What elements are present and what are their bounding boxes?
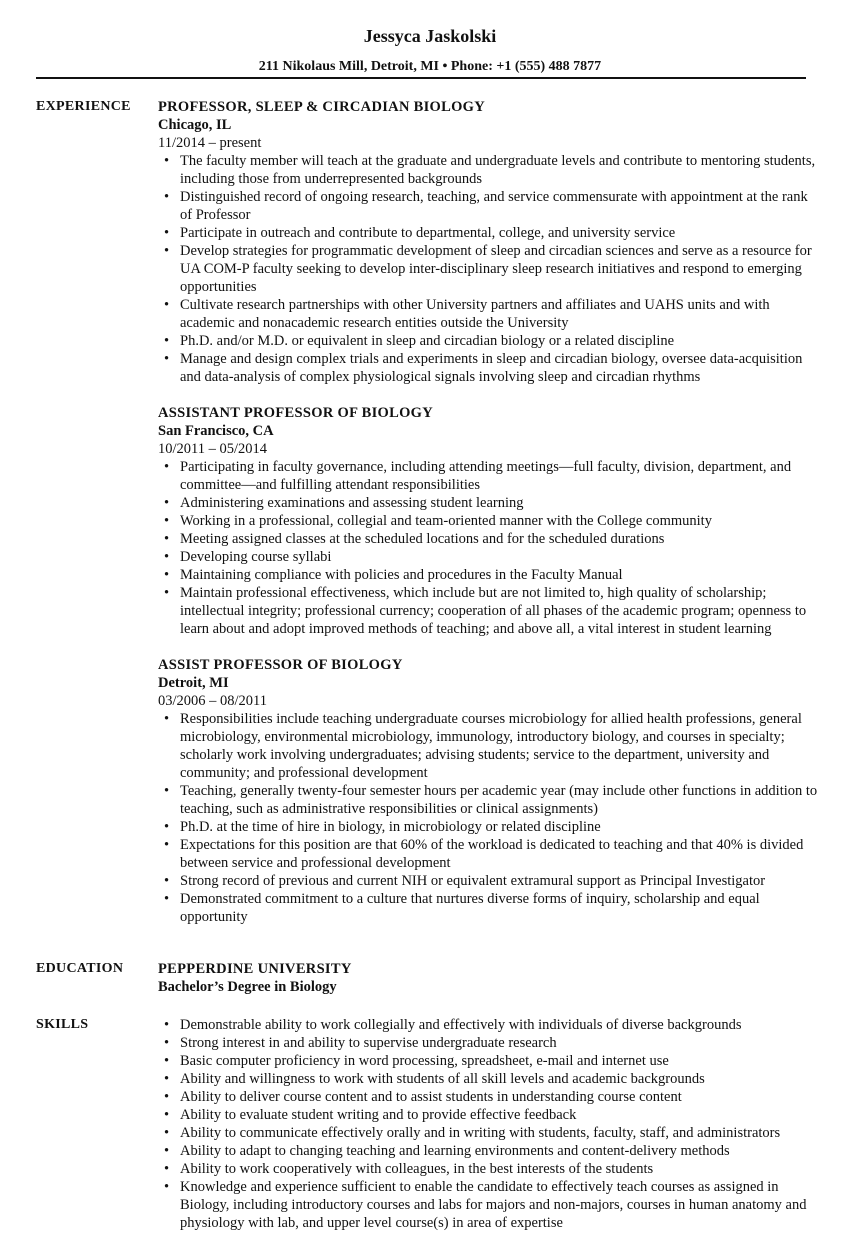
education-label: EDUCATION <box>36 961 124 976</box>
job-bullets <box>158 710 818 926</box>
job-location: Detroit, MI <box>158 675 229 691</box>
job-entry <box>158 98 818 386</box>
bullet-item: • Distinguished record of ongoing research, teaching, and service commensurate with appointment at the rank of Professor <box>158 188 818 224</box>
job-dates: 11/2014 – present <box>158 135 262 151</box>
skills-body <box>158 1016 818 1232</box>
bullet-item: • Ability to communicate effectively orally and in writing with students, faculty, staff, and administrators <box>158 1124 818 1142</box>
resume-header <box>0 24 860 76</box>
school-name: PEPPERDINE UNIVERSITY <box>158 961 352 977</box>
bullet-item: • Administering examinations and assessing student learning <box>158 494 818 512</box>
bullet-item: • Maintaining compliance with policies and procedures in the Faculty Manual <box>158 566 818 584</box>
bullet-item: • Manage and design complex trials and experiments in sleep and circadian biology, oversee data-acquisition and data-analysis of complex physiological signals involving sleep and circadian rhythms <box>158 350 818 386</box>
bullet-item: • Basic computer proficiency in word processing, spreadsheet, e-mail and internet use <box>158 1052 818 1070</box>
job-entry <box>158 404 818 638</box>
bullet-item: • Ph.D. at the time of hire in biology, in microbiology or related discipline <box>158 818 818 836</box>
contact-line: 211 Nikolaus Mill, Detroit, MI • Phone: +1 (555) 488 7877 <box>258 59 602 74</box>
job-location: Chicago, IL <box>158 117 232 133</box>
bullet-item: • Cultivate research partnerships with other University partners and affiliates and UAHS units and with academic and nonacademic research entities outside the University <box>158 296 818 332</box>
job-title: ASSISTANT PROFESSOR OF BIOLOGY <box>158 405 434 421</box>
bullet-item: • Ability to deliver course content and to assist students in understanding course content <box>158 1088 818 1106</box>
bullet-item: • Ability to work cooperatively with colleagues, in the best interests of the students <box>158 1160 818 1178</box>
bullet-item: • Meeting assigned classes at the scheduled locations and for the scheduled durations <box>158 530 818 548</box>
job-entry <box>158 656 818 926</box>
bullet-item: • Working in a professional, collegial and team-oriented manner with the College community <box>158 512 818 530</box>
skills-bullets <box>158 1016 818 1232</box>
degree: Bachelor’s Degree in Biology <box>158 979 337 995</box>
bullet-item: • Demonstrated commitment to a culture that nurtures diverse forms of inquiry, scholarship and equal opportunity <box>158 890 818 926</box>
bullet-item: • Develop strategies for programmatic development of sleep and circadian sciences and serve as a resource for UA COM-P faculty seeking to develop inter-disciplinary sleep research initiatives and respond to emerging opportunities <box>158 242 818 296</box>
bullet-item: • The faculty member will teach at the graduate and undergraduate levels and contribute to mentoring students, including those from underrepresented backgrounds <box>158 152 818 188</box>
bullet-item: • Maintain professional effectiveness, which include but are not limited to, high quality of scholarship; intellectual integrity; professional currency; cooperation of all phases of the academic program; openness to learn about and adopt improved methods of teaching; and above all, a vital interest in student learning <box>158 584 818 638</box>
skills-label: SKILLS <box>36 1017 89 1032</box>
bullet-item: • Teaching, generally twenty-four semester hours per academic year (may include other functions in addition to teaching, such as administrative responsibilities or clinical assignments) <box>158 782 818 818</box>
bullet-item: • Participating in faculty governance, including attending meetings—full faculty, division, department, and committee—and fulfilling attendant responsibilities <box>158 458 818 494</box>
bullet-item: • Expectations for this position are that 60% of the workload is dedicated to teaching and that 40% is divided between service and professional development <box>158 836 818 872</box>
education-body <box>158 960 818 996</box>
bullet-item: • Demonstrable ability to work collegially and effectively with individuals of diverse backgrounds <box>158 1016 818 1034</box>
header-divider <box>36 77 806 79</box>
job-bullets <box>158 458 818 638</box>
bullet-item: • Developing course syllabi <box>158 548 818 566</box>
bullet-item: • Ability to adapt to changing teaching and learning environments and content-delivery methods <box>158 1142 818 1160</box>
job-title: ASSIST PROFESSOR OF BIOLOGY <box>158 657 403 673</box>
bullet-item: • Participate in outreach and contribute to departmental, college, and university service <box>158 224 818 242</box>
bullet-item: • Ph.D. and/or M.D. or equivalent in sleep and circadian biology or a related discipline <box>158 332 818 350</box>
job-dates: 10/2011 – 05/2014 <box>158 441 268 457</box>
bullet-item: • Responsibilities include teaching undergraduate courses microbiology for allied health professions, general microbiology, environmental microbiology, immunology, introductory biology, and courses in specialty; scholarly work involving undergraduates; advising students; service to the department, university and community; and professional development <box>158 710 818 782</box>
job-location: San Francisco, CA <box>158 423 274 439</box>
job-title: PROFESSOR, SLEEP & CIRCADIAN BIOLOGY <box>158 99 486 115</box>
bullet-item: • Ability to evaluate student writing and to provide effective feedback <box>158 1106 818 1124</box>
job-dates: 03/2006 – 08/2011 <box>158 693 268 709</box>
bullet-item: • Strong interest in and ability to supervise undergraduate research <box>158 1034 818 1052</box>
experience-label: EXPERIENCE <box>36 99 131 114</box>
bullet-item: • Ability and willingness to work with students of all skill levels and academic backgrounds <box>158 1070 818 1088</box>
job-bullets <box>158 152 818 386</box>
bullet-item: • Strong record of previous and current NIH or equivalent extramural support as Principal Investigator <box>158 872 818 890</box>
experience-body <box>158 98 818 926</box>
bullet-item: • Knowledge and experience sufficient to enable the candidate to effectively teach courses as assigned in Biology, including introductory courses and labs for majors and non-majors, courses in human anatomy and physiology with lab, and upper level course(s) in area of expertise <box>158 1178 818 1232</box>
candidate-name: Jessyca Jaskolski <box>363 26 497 46</box>
